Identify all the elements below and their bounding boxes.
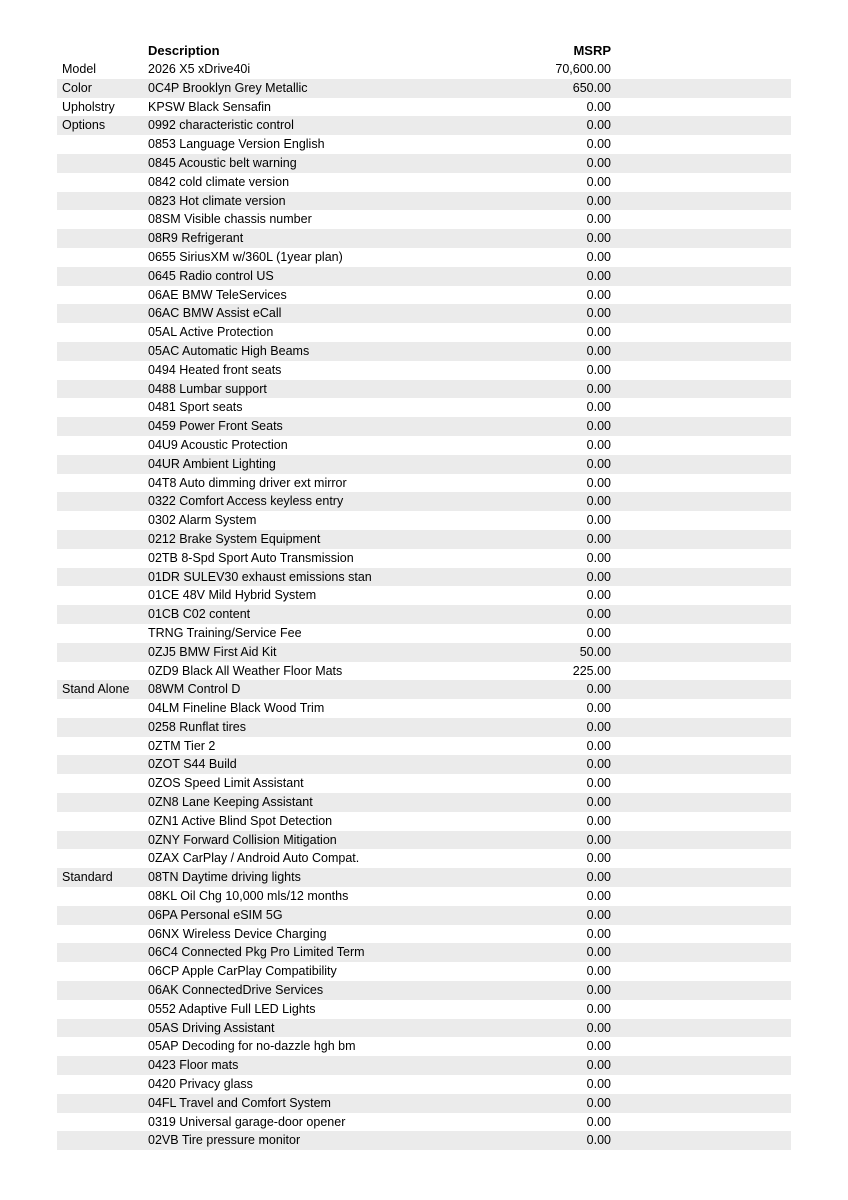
table-row <box>57 436 791 455</box>
description-cell: 0552 Adaptive Full LED Lights <box>148 1001 316 1016</box>
description-cell: 0ZD9 Black All Weather Floor Mats <box>148 663 343 678</box>
description-cell: 08WM Control D <box>148 682 241 697</box>
category-cell: Upholstry <box>62 99 115 114</box>
description-cell: 01CE 48V Mild Hybrid System <box>148 588 317 603</box>
description-cell: KPSW Black Sensafin <box>148 99 271 114</box>
msrp-cell: 0.00 <box>586 494 611 509</box>
table-header-row <box>57 40 791 60</box>
description-cell: 01DR SULEV30 exhaust emissions stan <box>148 569 372 584</box>
table-row <box>57 793 791 812</box>
table-row <box>57 755 791 774</box>
description-cell: 0842 cold climate version <box>148 174 290 189</box>
description-cell: 08SM Visible chassis number <box>148 212 312 227</box>
table-row <box>57 981 791 1000</box>
table-row <box>57 662 791 681</box>
description-cell: 0423 Floor mats <box>148 1058 239 1073</box>
table-row <box>57 248 791 267</box>
description-cell: 0420 Privacy glass <box>148 1077 253 1092</box>
table-row <box>57 699 791 718</box>
msrp-cell: 0.00 <box>586 870 611 885</box>
description-cell: 06NX Wireless Device Charging <box>148 926 327 941</box>
msrp-cell: 0.00 <box>586 249 611 264</box>
msrp-cell: 0.00 <box>586 813 611 828</box>
table-row <box>57 831 791 850</box>
msrp-cell: 0.00 <box>586 456 611 471</box>
table-row <box>57 568 791 587</box>
msrp-cell: 0.00 <box>586 174 611 189</box>
table-row <box>57 511 791 530</box>
header-description-cell: Description <box>148 42 220 58</box>
description-cell: 0494 Heated front seats <box>148 362 282 377</box>
table-row <box>57 417 791 436</box>
table-row <box>57 1037 791 1056</box>
msrp-cell: 0.00 <box>586 719 611 734</box>
msrp-cell: 0.00 <box>586 437 611 452</box>
table-row <box>57 680 791 699</box>
description-cell: 0258 Runflat tires <box>148 719 246 734</box>
table-row <box>57 774 791 793</box>
table-row <box>57 210 791 229</box>
table-row <box>57 530 791 549</box>
table-row <box>57 398 791 417</box>
table-row <box>57 116 791 135</box>
description-cell: 0459 Power Front Seats <box>148 419 283 434</box>
table-row <box>57 98 791 117</box>
description-cell: 0212 Brake System Equipment <box>148 531 321 546</box>
description-cell: 0ZJ5 BMW First Aid Kit <box>148 644 277 659</box>
table-row <box>57 192 791 211</box>
description-cell: 0302 Alarm System <box>148 513 257 528</box>
msrp-cell: 0.00 <box>586 325 611 340</box>
table-row <box>57 549 791 568</box>
table-row <box>57 812 791 831</box>
table-row <box>57 1075 791 1094</box>
table-row <box>57 474 791 493</box>
msrp-cell: 0.00 <box>586 419 611 434</box>
msrp-cell: 0.00 <box>586 1095 611 1110</box>
msrp-cell: 0.00 <box>586 212 611 227</box>
table-row <box>57 605 791 624</box>
category-cell: Standard <box>62 870 113 885</box>
description-cell: 06AK ConnectedDrive Services <box>148 983 324 998</box>
msrp-cell: 0.00 <box>586 889 611 904</box>
table-row <box>57 1113 791 1132</box>
table-row <box>57 1094 791 1113</box>
table-row <box>57 60 791 79</box>
msrp-cell: 0.00 <box>586 832 611 847</box>
table-row <box>57 737 791 756</box>
description-cell: 05AS Driving Assistant <box>148 1020 275 1035</box>
msrp-cell: 0.00 <box>586 475 611 490</box>
category-cell: Color <box>62 80 92 95</box>
msrp-cell: 0.00 <box>586 983 611 998</box>
msrp-cell: 0.00 <box>586 757 611 772</box>
msrp-cell: 0.00 <box>586 513 611 528</box>
msrp-cell: 0.00 <box>586 193 611 208</box>
table-row <box>57 173 791 192</box>
msrp-cell: 0.00 <box>586 907 611 922</box>
table-row <box>57 455 791 474</box>
table-row <box>57 154 791 173</box>
table-body <box>57 60 791 1150</box>
description-cell: 0645 Radio control US <box>148 268 274 283</box>
table-row <box>57 1056 791 1075</box>
description-cell: TRNG Training/Service Fee <box>148 625 302 640</box>
description-cell: 0823 Hot climate version <box>148 193 286 208</box>
msrp-cell: 50.00 <box>579 644 611 659</box>
description-cell: 06AE BMW TeleServices <box>148 287 287 302</box>
description-cell: 05AL Active Protection <box>148 325 274 340</box>
msrp-cell: 0.00 <box>586 1077 611 1092</box>
msrp-cell: 0.00 <box>586 926 611 941</box>
description-cell: 06C4 Connected Pkg Pro Limited Term <box>148 945 365 960</box>
msrp-cell: 0.00 <box>586 701 611 716</box>
msrp-cell: 0.00 <box>586 964 611 979</box>
description-cell: 0ZAX CarPlay / Android Auto Compat. <box>148 851 360 866</box>
description-cell: 04UR Ambient Lighting <box>148 456 276 471</box>
msrp-cell: 0.00 <box>586 569 611 584</box>
table-row <box>57 323 791 342</box>
msrp-cell: 650.00 <box>572 80 611 95</box>
description-cell: 02TB 8-Spd Sport Auto Transmission <box>148 550 354 565</box>
table-row <box>57 643 791 662</box>
description-cell: 05AP Decoding for no-dazzle hgh bm <box>148 1039 356 1054</box>
msrp-cell: 0.00 <box>586 362 611 377</box>
msrp-cell: 0.00 <box>586 343 611 358</box>
msrp-cell: 0.00 <box>586 1039 611 1054</box>
msrp-cell: 225.00 <box>572 663 611 678</box>
msrp-cell: 0.00 <box>586 268 611 283</box>
description-cell: 0322 Comfort Access keyless entry <box>148 494 344 509</box>
description-cell: 0481 Sport seats <box>148 400 243 415</box>
description-cell: 2026 X5 xDrive40i <box>148 62 251 76</box>
table-row <box>57 79 791 98</box>
table-row <box>57 849 791 868</box>
msrp-cell: 0.00 <box>586 1001 611 1016</box>
description-cell: 06PA Personal eSIM 5G <box>148 907 283 922</box>
msrp-cell: 0.00 <box>586 625 611 640</box>
description-cell: 08TN Daytime driving lights <box>148 870 301 885</box>
msrp-cell: 0.00 <box>586 588 611 603</box>
table-row <box>57 304 791 323</box>
table-row <box>57 586 791 605</box>
msrp-cell: 0.00 <box>586 306 611 321</box>
description-cell: 06AC BMW Assist eCall <box>148 306 282 321</box>
msrp-cell: 0.00 <box>586 381 611 396</box>
msrp-cell: 0.00 <box>586 155 611 170</box>
msrp-cell: 0.00 <box>586 1058 611 1073</box>
description-cell: 04FL Travel and Comfort System <box>148 1095 331 1110</box>
table-row <box>57 286 791 305</box>
description-cell: 02VB Tire pressure monitor <box>148 1133 301 1148</box>
description-cell: 04U9 Acoustic Protection <box>148 437 288 452</box>
table-row <box>57 962 791 981</box>
msrp-cell: 0.00 <box>586 682 611 697</box>
description-cell: 06CP Apple CarPlay Compatibility <box>148 964 337 979</box>
table-row <box>57 906 791 925</box>
msrp-cell: 0.00 <box>586 118 611 133</box>
table-row <box>57 135 791 154</box>
table-row <box>57 342 791 361</box>
description-cell: 08KL Oil Chg 10,000 mls/12 months <box>148 889 349 904</box>
table-row <box>57 229 791 248</box>
table-row <box>57 492 791 511</box>
msrp-cell: 0.00 <box>586 287 611 302</box>
msrp-cell: 0.00 <box>586 1114 611 1129</box>
description-cell: 04LM Fineline Black Wood Trim <box>148 701 325 716</box>
description-cell: 0655 SiriusXM w/360L (1year plan) <box>148 249 343 264</box>
table-row <box>57 380 791 399</box>
header-msrp-cell: MSRP <box>573 42 611 58</box>
msrp-cell: 0.00 <box>586 1133 611 1148</box>
description-cell: 0ZNY Forward Collision Mitigation <box>148 832 337 847</box>
msrp-cell: 0.00 <box>586 945 611 960</box>
msrp-cell: 0.00 <box>586 1020 611 1035</box>
description-cell: 08R9 Refrigerant <box>148 231 244 246</box>
table-row <box>57 1131 791 1150</box>
description-cell: 0ZOS Speed Limit Assistant <box>148 776 304 791</box>
msrp-cell: 0.00 <box>586 607 611 622</box>
table-row <box>57 887 791 906</box>
description-cell: 0ZOT S44 Build <box>148 757 237 772</box>
table-row <box>57 1019 791 1038</box>
msrp-cell: 0.00 <box>586 231 611 246</box>
msrp-cell: 0.00 <box>586 738 611 753</box>
description-cell: 0ZN8 Lane Keeping Assistant <box>148 795 313 810</box>
msrp-cell: 0.00 <box>586 99 611 114</box>
msrp-cell: 0.00 <box>586 550 611 565</box>
table-row <box>57 718 791 737</box>
table-row <box>57 267 791 286</box>
msrp-cell: 0.00 <box>586 795 611 810</box>
description-cell: 0ZTM Tier 2 <box>148 738 216 753</box>
description-cell: 0C4P Brooklyn Grey Metallic <box>148 80 308 95</box>
category-cell: Stand Alone <box>62 682 130 697</box>
table-row <box>57 868 791 887</box>
table-row <box>57 624 791 643</box>
description-cell: 0845 Acoustic belt warning <box>148 155 297 170</box>
table-row <box>57 361 791 380</box>
description-cell: 0ZN1 Active Blind Spot Detection <box>148 813 333 828</box>
msrp-cell: 0.00 <box>586 776 611 791</box>
description-cell: 0853 Language Version English <box>148 137 325 152</box>
msrp-cell: 0.00 <box>586 531 611 546</box>
msrp-cell: 0.00 <box>586 400 611 415</box>
table-row <box>57 943 791 962</box>
description-cell: 0319 Universal garage-door opener <box>148 1114 346 1129</box>
description-cell: 05AC Automatic High Beams <box>148 343 310 358</box>
category-cell: Model <box>62 62 97 76</box>
category-cell: Options <box>62 118 106 133</box>
msrp-cell: 0.00 <box>586 137 611 152</box>
table-row <box>57 925 791 944</box>
msrp-cell: 0.00 <box>586 851 611 866</box>
description-cell: 0488 Lumbar support <box>148 381 267 396</box>
table-row <box>57 1000 791 1019</box>
vehicle-spec-sheet <box>57 40 791 1150</box>
description-cell: 0992 characteristic control <box>148 118 294 133</box>
msrp-cell: 70,600.00 <box>555 62 611 76</box>
description-cell: 01CB C02 content <box>148 607 251 622</box>
description-cell: 04T8 Auto dimming driver ext mirror <box>148 475 347 490</box>
